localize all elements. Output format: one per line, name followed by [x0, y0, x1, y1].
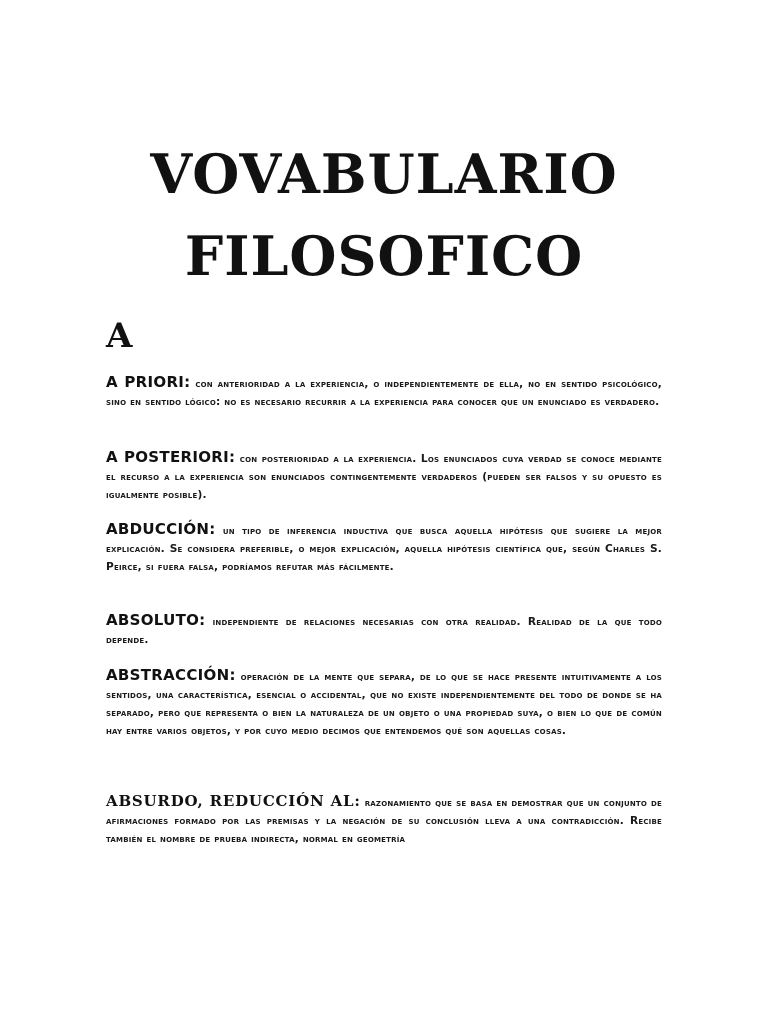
glossary-entry-abduccion — [106, 520, 662, 576]
entry-term: ABSTRACCIÓN: — [106, 666, 236, 684]
entry-definition: operación de la mente que separa, de lo que se hace presente intuitivamente a los sentidos, una característica, esencial o accidental, que no existe independientemente del todo de donde se ha separado, pero que representa o bien la naturaleza de un objeto o una propiedad suya, o bien lo que de común hay entre varios objetos, y por cuyo medio decimos que entendemos qué son aquellas cosas. — [106, 671, 663, 737]
entry-definition: razonamiento que se basa en demostrar que un conjunto de afirmaciones formado por las premisas y la negación de su conclusión lleva a una contradicción. Recibe también el nombre de prueba indirecta, normal en geometría — [106, 797, 662, 845]
entry-term: ABSURDO, REDUCCIÓN AL: — [106, 792, 361, 810]
entry-definition: con posterioridad a la experiencia. Los enunciados cuya verdad se conoce mediante el recurso a la experiencia son enunciados contingentemente verdaderos (pueden ser falsos y su opuesto es igualmente posible). — [106, 453, 662, 501]
glossary-entry-a-posteriori — [106, 448, 662, 504]
entry-definition: un tipo de inferencia inductiva que busca aquella hipótesis que sugiere la mejor explicación. Se considera preferible, o mejor explicación, aquella hipótesis científica que, según Charles S. Peirce, si fuera falsa, podríamos refutar más fácilmente. — [106, 525, 662, 573]
section-letter-heading: A — [106, 316, 133, 356]
page-title-line-2: FILOSOFICO — [184, 224, 584, 288]
entry-term: ABSOLUTO: — [106, 611, 206, 629]
entry-term: A POSTERIORI: — [106, 448, 236, 466]
glossary-entry-absoluto — [106, 611, 662, 649]
page-title-line-1: VOVABULARIO — [150, 142, 618, 206]
glossary-entry-a-priori — [106, 373, 662, 411]
entry-term: ABDUCCIÓN: — [106, 520, 216, 538]
entry-definition: con anterioridad a la experiencia, o independientemente de ella, no en sentido psicológico, sino en sentido lógico: no es necesario recurrir a la experiencia para conocer que un enunciado es verdadero. — [106, 378, 663, 408]
glossary-entry-absurdo-reduccion-al — [106, 792, 662, 848]
glossary-entry-abstraccion — [106, 666, 662, 740]
entry-definition: independiente de relaciones necesarias con otra realidad. Realidad de la que todo depende. — [106, 616, 662, 646]
entry-term: A PRIORI: — [106, 373, 191, 391]
